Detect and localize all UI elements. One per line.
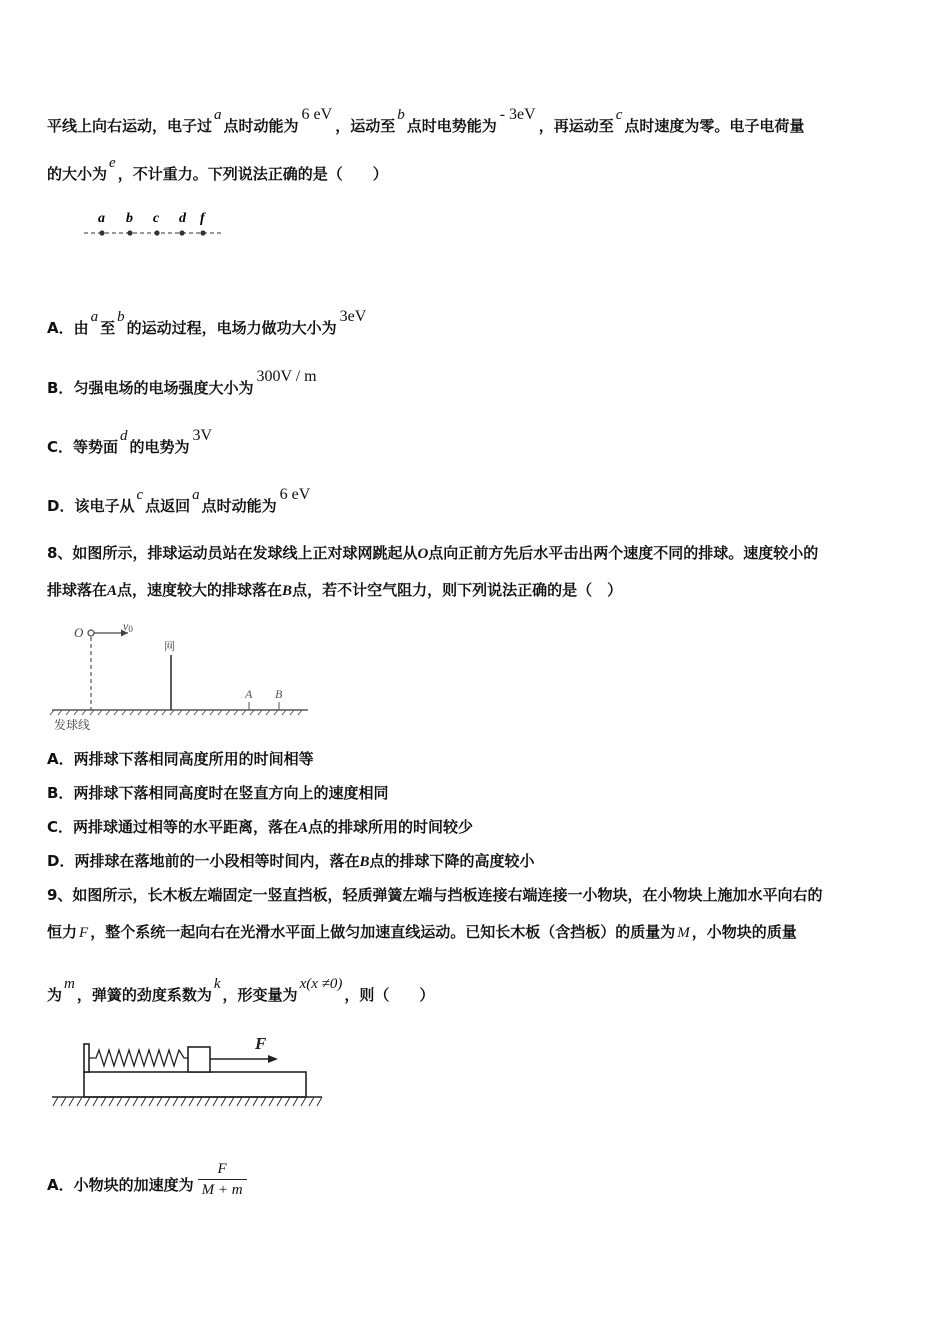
label-c: c	[153, 211, 160, 226]
value: 3eV	[339, 308, 367, 325]
option-key: D．	[47, 852, 75, 870]
option-text: 该电子从	[74, 497, 135, 515]
option-key: A．	[47, 1176, 74, 1194]
label-f: f	[200, 211, 205, 226]
q8-option-c	[47, 817, 473, 838]
fraction-denominator: M + m	[201, 1182, 243, 1198]
var: a	[192, 487, 200, 503]
option-text: 两排球下落相同高度所用的时间相等	[73, 750, 314, 768]
var-O: O	[417, 546, 429, 562]
stem-text: ，运动至	[335, 117, 396, 135]
q8-stem-line2	[47, 580, 622, 601]
q9-stem-line3	[47, 976, 435, 1006]
var-e: e	[109, 155, 116, 171]
option-text: 两排球在落地前的一小段相等时间内，落在	[74, 852, 360, 870]
stem-text: ，再运动至	[538, 117, 614, 135]
option-text: 两排球通过相等的水平距离，落在	[73, 818, 299, 836]
option-text: 的运动过程，电场力做功大小为	[126, 319, 337, 337]
point-b	[127, 230, 132, 235]
label-a: a	[98, 211, 105, 226]
option-text: 等势面	[73, 438, 119, 456]
option-text: 点的排球下降的高度较小	[369, 852, 535, 870]
small-block	[188, 1047, 210, 1072]
var-F: F	[79, 925, 89, 941]
q8-stem-line1	[47, 543, 818, 564]
stem-text: 恒力	[47, 923, 78, 941]
fraction-numerator: F	[198, 1159, 247, 1180]
q7-option-a	[47, 308, 369, 339]
stem-text: 点，若不计空气阻力，则下列说法正确的是（ ）	[292, 581, 623, 599]
q8-option-a	[47, 749, 314, 769]
stem-text: ，则（ ）	[344, 986, 435, 1004]
var-c: c	[615, 107, 623, 123]
stem-text: 点时速度为零。电子电荷量	[624, 117, 805, 135]
label-net: 网	[164, 640, 175, 653]
var-b: b	[397, 107, 405, 123]
var-B: B	[282, 583, 293, 599]
label-B: B	[275, 687, 283, 701]
point-f	[200, 230, 205, 235]
energy-value: 6 eV	[301, 106, 333, 123]
option-text: 点时动能为	[201, 497, 277, 515]
ground-hatch	[53, 1097, 322, 1106]
stem-text: 点向正前方先后水平击出两个速度不同的排球。速度较小的	[428, 544, 819, 562]
stem-text: ，小物块的质量	[691, 923, 797, 941]
option-key: C．	[47, 438, 74, 456]
q8-option-d	[47, 851, 535, 872]
q9-stem-line1	[47, 885, 822, 905]
option-text: 小物块的加速度为	[73, 1176, 194, 1194]
stem-text: 平线上向右运动，电子过	[47, 117, 213, 135]
q8-figure-volleyball	[50, 618, 315, 733]
energy-value: - 3eV	[499, 106, 536, 123]
q9-stem-line2	[47, 922, 797, 943]
q7-option-b	[47, 368, 320, 399]
value: 300V / m	[256, 368, 317, 385]
force-arrowhead	[268, 1055, 278, 1063]
var-k: k	[213, 976, 221, 992]
point-c	[154, 230, 159, 235]
stem-text: ，整个系统一起向右在光滑水平面上做匀加速直线运动。已知长木板（含挡板）的质量为	[90, 923, 676, 941]
option-key: C．	[47, 818, 74, 836]
long-board	[84, 1072, 306, 1097]
option-key: B．	[47, 379, 74, 397]
option-key: B．	[47, 784, 74, 802]
option-text: 两排球下落相同高度时在竖直方向上的速度相同	[73, 784, 389, 802]
var: d	[120, 428, 128, 444]
q7-option-d	[47, 486, 313, 517]
stem-text: 排球落在	[47, 581, 108, 599]
var-A: A	[298, 820, 309, 836]
option-text: 由	[73, 319, 89, 337]
stem-text: 8、如图所示，排球运动员站在发球线上正对球网跳起从	[47, 544, 418, 562]
fraction	[198, 1159, 247, 1200]
value: 3V	[192, 427, 213, 444]
var: c	[136, 487, 144, 503]
stem-text: ，不计重力。下列说法正确的是（ ）	[117, 165, 388, 183]
q7-stem-line1	[47, 106, 805, 137]
var-B: B	[359, 854, 370, 870]
label-F: F	[255, 1034, 267, 1053]
stem-text: 点时电势能为	[406, 117, 497, 135]
var: a	[90, 309, 99, 325]
option-text: 点的排球所用的时间较少	[308, 818, 474, 836]
q7-figure-points	[80, 205, 230, 245]
q7-stem-line2	[47, 155, 388, 185]
point-d	[179, 230, 184, 235]
label-A: A	[245, 687, 253, 701]
option-key: D．	[47, 497, 75, 515]
var-m: m	[64, 976, 75, 992]
option-text: 匀强电场的电场强度大小为	[73, 379, 254, 397]
stem-text: 点，速度较大的排球落在	[117, 581, 283, 599]
var: b	[117, 309, 125, 325]
var-M: M	[677, 925, 690, 941]
q7-option-c	[47, 427, 215, 458]
point-a	[99, 230, 104, 235]
option-key: A．	[47, 750, 74, 768]
q9-option-a	[47, 1161, 247, 1206]
stem-text: ，形变量为	[222, 986, 298, 1004]
option-key: A．	[47, 319, 74, 337]
deformation-expr: x(x ≠0)	[299, 976, 343, 992]
baffle	[84, 1044, 89, 1072]
stem-text: 点时动能为	[223, 117, 299, 135]
option-text: 至	[100, 319, 116, 337]
spring	[89, 1050, 188, 1066]
q8-option-b	[47, 783, 388, 803]
var-A: A	[107, 583, 118, 599]
ball-point-O	[88, 630, 94, 636]
q9-figure-spring-board	[50, 1030, 325, 1110]
stem-text: ，弹簧的劲度系数为	[76, 986, 212, 1004]
label-serve-line: 发球线	[54, 718, 91, 732]
stem-text: 的大小为	[47, 165, 108, 183]
option-text: 的电势为	[129, 438, 190, 456]
label-v0: v0	[123, 619, 133, 634]
stem-text: 为	[47, 986, 63, 1004]
value: 6 eV	[279, 486, 311, 503]
var-a: a	[214, 107, 222, 123]
label-O: O	[74, 625, 84, 640]
label-b: b	[126, 211, 133, 226]
stem-text: 9、如图所示，长木板左端固定一竖直挡板，轻质弹簧左端与挡板连接右端连接一小物块，在小物块上施加水平向右的	[47, 886, 823, 904]
option-text: 点返回	[145, 497, 191, 515]
ground-hatch	[50, 710, 302, 715]
label-d: d	[179, 211, 186, 226]
